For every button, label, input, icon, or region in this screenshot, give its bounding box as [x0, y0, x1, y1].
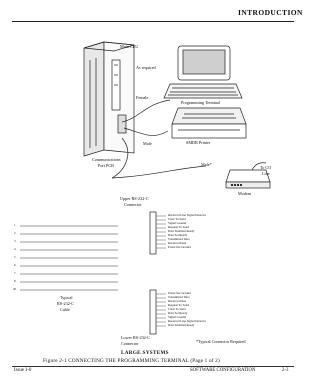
main-ceu-label: Main CEU	[120, 44, 139, 49]
footer-rule	[12, 366, 294, 367]
cable-pin: 4	[14, 247, 16, 251]
upper-signal: Transmitted Data	[168, 237, 190, 241]
lower-signal: Data Set Ready	[168, 311, 188, 315]
lower-signal: Protective Ground	[168, 291, 191, 295]
upper-connector-label-1: Upper RS-232-C	[120, 196, 149, 201]
upper-signal: Received Data	[168, 241, 187, 245]
comm-port-label-line2: Port PCB	[98, 163, 114, 168]
lower-signal: Transmitted Data	[168, 295, 190, 299]
cable-pin: 7	[14, 271, 16, 275]
lower-signal: Clear To Send	[168, 307, 186, 311]
lower-signal: Signal Ground	[168, 315, 187, 319]
cable-pin: 5	[14, 255, 16, 259]
cable-pin: 6	[14, 263, 16, 267]
lower-signal: Data Terminal Ready	[168, 323, 195, 327]
modem-label: Modem	[238, 191, 252, 196]
section-header: INTRODUCTION	[238, 8, 303, 17]
figure-system-caption: LARGE SYSTEMS	[121, 350, 169, 356]
upper-signal: Clear To Send	[168, 217, 186, 221]
upper-signal: Data Terminal Ready	[168, 229, 195, 233]
male-star-label: Male*	[201, 162, 212, 167]
to-co-line-label-1: To CO	[260, 165, 272, 170]
lower-connector-label-2: Connector	[121, 341, 139, 346]
programming-terminal	[164, 46, 242, 98]
as-required-label: As required	[136, 65, 156, 70]
female-connector-label: Female	[136, 95, 149, 100]
footnote: *Typical Connector Required	[196, 339, 246, 344]
smdr-printer-label: SMDR Printer	[186, 140, 211, 145]
lower-signal: Request To Send	[168, 303, 189, 307]
footer-section: SOFTWARE CONFIGURATION	[190, 368, 256, 373]
upper-signal: Data Set Ready	[168, 233, 188, 237]
upper-signal: Signal Ground	[168, 221, 187, 225]
typical-cable-label-2: RS-232-C	[57, 301, 74, 306]
smdr-printer	[172, 108, 246, 138]
typical-cable-label-1: Typical	[60, 295, 73, 300]
lower-signal: Received Line Signal Detector	[168, 319, 207, 323]
male-connector-label: Male	[143, 141, 152, 146]
upper-connector-label-2: Connector	[124, 202, 142, 207]
upper-signal: Received Line Signal Detector	[168, 213, 207, 217]
upper-signal: Request To Send	[168, 225, 189, 229]
cable-pin: 1	[14, 223, 16, 227]
cable-pin: 3	[14, 239, 16, 243]
figure-caption: Figure 2-1 CONNECTING THE PROGRAMMING TERMINAL (Page 1 of 2)	[43, 358, 220, 364]
to-co-line-label-2: Line	[262, 171, 270, 176]
programming-terminal-label: Programming Terminal	[181, 100, 221, 105]
typical-cable-label-3: Cable	[60, 307, 70, 312]
cable-pin: 8	[14, 279, 16, 283]
main-ceu-cabinet	[84, 42, 134, 156]
footer-page-number: 2-3	[282, 368, 289, 373]
comm-port-label-line1: Communications	[92, 157, 121, 162]
lower-connector-label-1: Lower RS-232-C	[121, 335, 150, 340]
upper-signal: Protective Ground	[168, 245, 191, 249]
cable-pin: 2	[14, 231, 16, 235]
footer-issue: Issue 1-0	[14, 368, 32, 373]
lower-signal: Received Data	[168, 299, 187, 303]
cable-pin: 20	[13, 287, 17, 291]
